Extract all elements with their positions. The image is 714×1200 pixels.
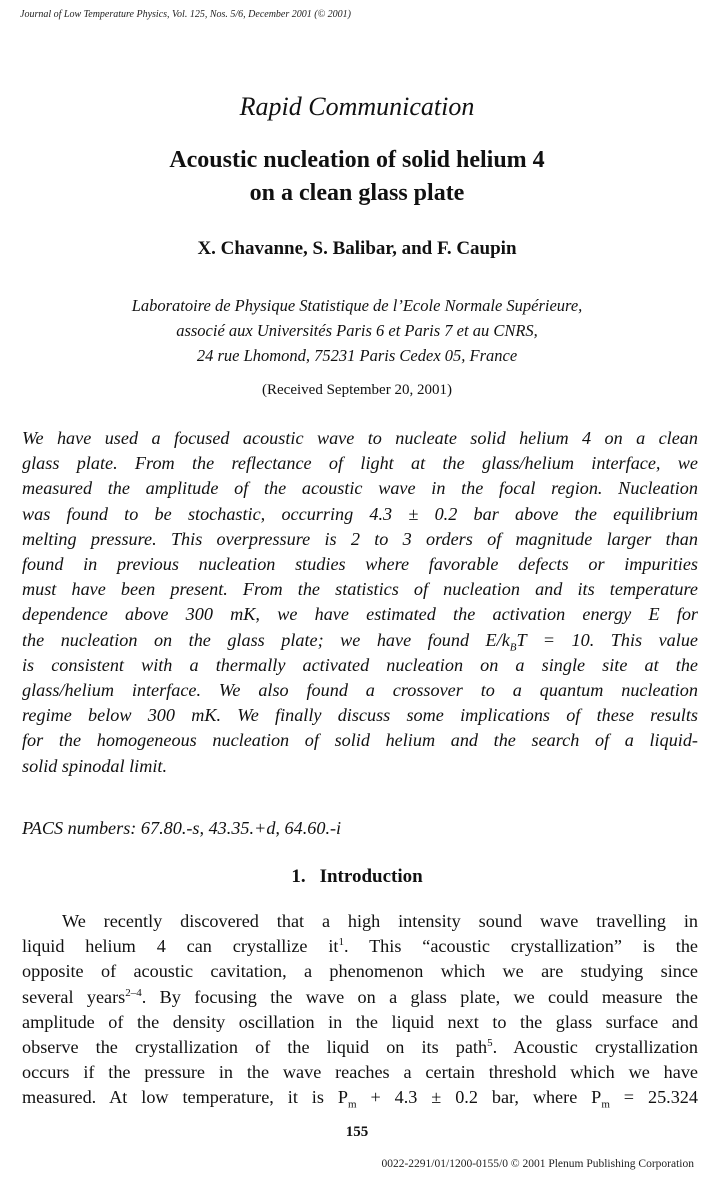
subscript: B <box>509 641 517 654</box>
pacs-numbers: PACS numbers: 67.80.-s, 43.35.+d, 64.60.-i <box>22 818 342 838</box>
abstract <box>22 426 698 779</box>
body-text: . Acoustic crystallization <box>492 1037 698 1058</box>
paper-title <box>0 144 714 210</box>
abstract-line: We have used a focused acoustic wave to nucleate solid helium 4 on a clean <box>22 428 698 448</box>
citation-ref: 1 <box>338 936 344 949</box>
body-text: . By focusing the wave on a glass plate, we could measure the <box>141 986 698 1007</box>
abstract-line: must have been present. From the statistics of nucleation and its temperature <box>22 579 698 600</box>
subscript: m <box>601 1099 610 1112</box>
body-line: occurs if the pressure in the wave reaches a certain threshold which we have <box>22 1062 698 1083</box>
journal-citation: Journal of Low Temperature Physics, Vol. 125, Nos. 5/6, December 2001 (© 2001) <box>20 9 352 20</box>
abstract-line: measured the amplitude of the acoustic wave in the focal region. Nucleation <box>22 478 698 499</box>
authors: X. Chavanne, S. Balibar, and F. Caupin <box>197 238 517 259</box>
abstract-line: regime below 300 mK. We finally discuss some implications of these results <box>22 705 698 726</box>
citation-ref: 2–4 <box>125 986 142 999</box>
abstract-line: glass plate. From the reflectance of light at the glass/helium interface, we <box>22 453 698 474</box>
body-text: = 25.324 <box>609 1087 698 1108</box>
affiliation <box>0 293 714 368</box>
body-text: measured. At low temperature, it is P <box>22 1087 348 1108</box>
body-text: liquid helium 4 can crystallize it <box>22 936 339 957</box>
affiliation-line: 24 rue Lhomond, 75231 Paris Cedex 05, France <box>196 346 518 365</box>
body-line <box>22 1085 698 1110</box>
body-line: opposite of acoustic cavitation, a phenomenon which we are studying since <box>22 961 698 982</box>
abstract-line: dependence above 300 mK, we have estimated the activation energy E for <box>22 604 698 625</box>
subscript: m <box>347 1099 357 1112</box>
introduction-body <box>22 909 698 1111</box>
section-number: 1. <box>291 866 306 887</box>
copyright-line: 0022-2291/01/1200-0155/0 © 2001 Plenum Publishing Corporation <box>381 1158 694 1170</box>
body-line: We recently discovered that a high intensity sound wave travelling in <box>62 911 698 931</box>
affiliation-line: Laboratoire de Physique Statistique de l’Ecole Normale Supérieure, <box>131 296 583 315</box>
abstract-line <box>22 628 698 653</box>
body-text: + 4.3 ± 0.2 bar, where P <box>356 1087 602 1108</box>
received-date: (Received September 20, 2001) <box>262 382 452 398</box>
abstract-line: for the homogeneous nucleation of solid helium and the search of a liquid- <box>22 730 698 751</box>
abstract-line: found in previous nucleation studies where favorable defects or impurities <box>22 554 698 575</box>
section-heading <box>0 866 714 888</box>
body-text: . This “acoustic crystallization” is the <box>343 936 698 957</box>
title-line: Acoustic nucleation of solid helium 4 <box>169 147 545 173</box>
abstract-line: solid spinodal limit. <box>22 755 168 776</box>
article-type: Rapid Communication <box>239 92 475 121</box>
abstract-line: glass/helium interface. We also found a crossover to a quantum nucleation <box>22 680 698 701</box>
body-line: amplitude of the density oscillation in the liquid next to the glass surface and <box>22 1011 698 1032</box>
body-line <box>22 1035 698 1060</box>
abstract-text: the nucleation on the glass plate; we have found E/k <box>22 629 510 650</box>
page-number: 155 <box>345 1124 369 1140</box>
abstract-line: was found to be stochastic, occurring 4.3 ± 0.2 bar above the equilibrium <box>22 503 698 524</box>
body-text: several years <box>22 986 126 1007</box>
citation-ref: 5 <box>487 1036 493 1049</box>
section-title: Introduction <box>319 866 423 887</box>
body-line <box>22 934 698 959</box>
affiliation-line: associé aux Universités Paris 6 et Paris 7 et au CNRS, <box>176 321 538 340</box>
abstract-text: T = 10. This value <box>516 629 698 650</box>
abstract-line: is consistent with a thermally activated nucleation on a single site at the <box>22 654 698 675</box>
body-text: observe the crystallization of the liquid on its path <box>22 1037 488 1058</box>
title-line: on a clean glass plate <box>249 180 465 206</box>
abstract-line: melting pressure. This overpressure is 2 to 3 orders of magnitude larger than <box>22 528 698 549</box>
body-line <box>22 985 698 1010</box>
